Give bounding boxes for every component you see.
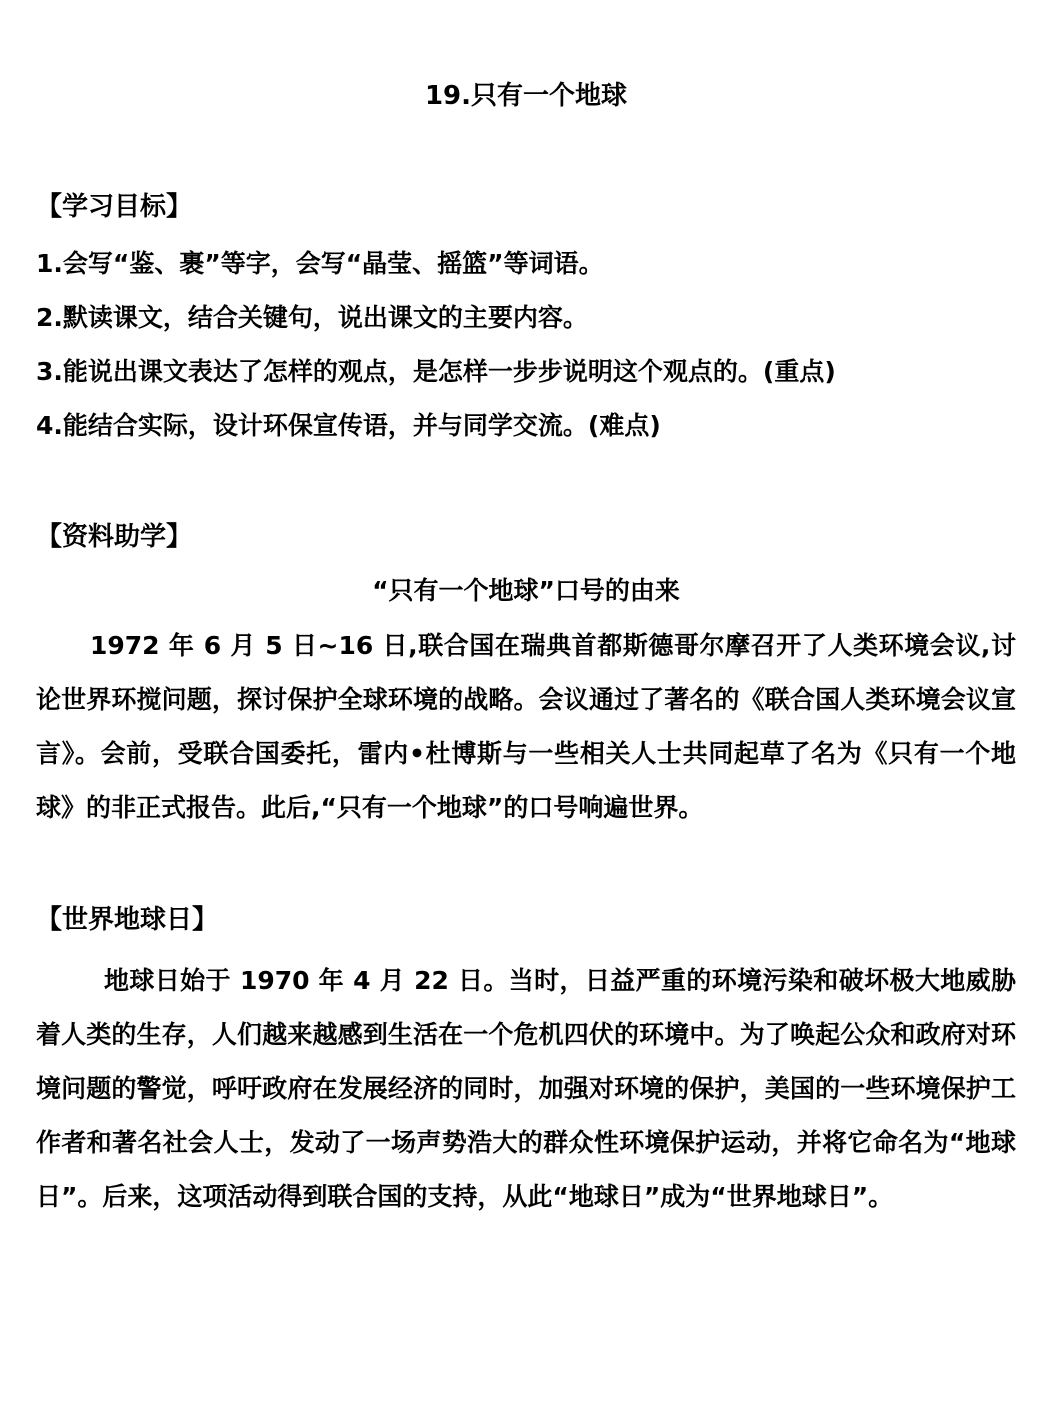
objectives-heading: 【学习目标】 [36,192,193,222]
objective-item-3: 3.能说出课文表达了怎样的观点，是怎样一步步说明这个观点的。(重点) [36,357,836,386]
resources-heading: 【资料助学】 [36,522,193,552]
objective-item-1: 1.会写“鉴、裹”等字，会写“晶莹、摇篮”等词语。 [36,249,604,278]
earth-day-heading: 【世界地球日】 [36,905,219,935]
earth-day-paragraph: 地球日始于 1970 年 4 月 22 日。当时，日益严重的环境污染和破坏极大地威胁着人类的生存，人们越来越感到生活在一个危机四伏的环境中。为了唤起公众和政府对环境问题的警觉，呼吁政府在发展经济的同时，加强对环境的保护，美国的一些环境保护工作者和著名社会人士，发动了一场声势浩大的群众性环境保护运动，并将它命名为“地球日”。后来，这项活动得到联合国的支持，从此“地球日”成为“世界地球日”。 [36,966,1016,1211]
objective-item-2: 2.默读课文，结合关键句，说出课文的主要内容。 [36,303,588,332]
lesson-title: 19.只有一个地球 [424,81,628,111]
resources-paragraph: 1972 年 6 月 5 日~16 日,联合国在瑞典首都斯德哥尔摩召开了人类环境会议,讨论世界环搅问题，探讨保护全球环境的战略。会议通过了著名的《联合国人类环境会议宣言》。会前，受联合国委托，雷内•杜博斯与一些相关人士共同起草了名为《只有一个地球》的非正式报告。此后,“只有一个地球”的口号响遍世界。 [36,631,1016,822]
objective-item-4: 4.能结合实际，设计环保宣传语，并与同学交流。(难点) [36,411,661,440]
resources-subtitle: “只有一个地球”口号的由来 [372,576,680,605]
